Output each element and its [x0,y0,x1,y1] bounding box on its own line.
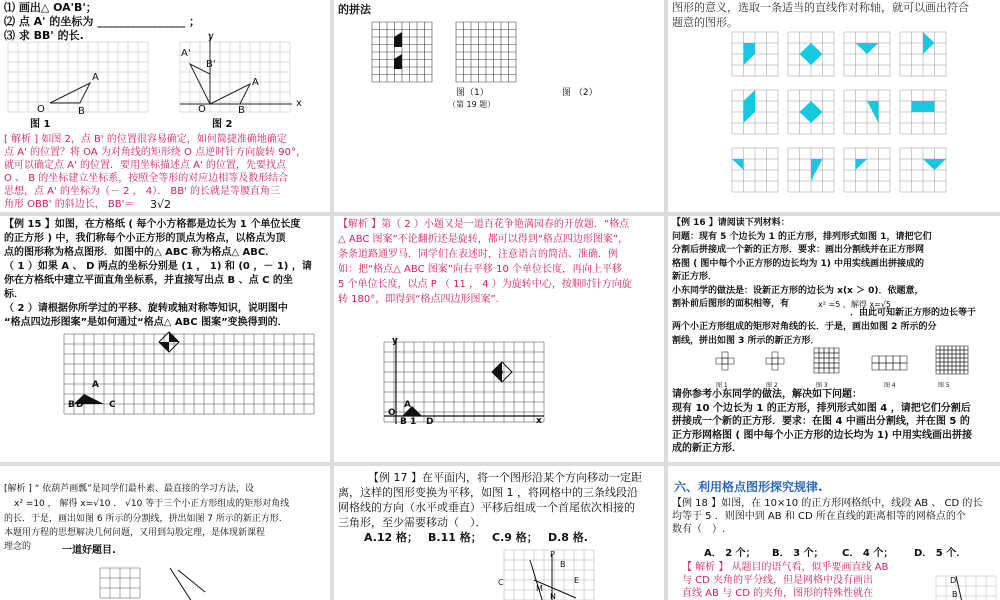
text-line: 拼接成一个新的正方形．要求：在图 4 中画出分割线，并在图 5 的 [672,416,970,427]
option-c: C.9 格； [492,531,538,544]
analysis-line-5b: 一道好题目. [62,545,116,556]
fig2-caption: 图 （2） [562,88,598,98]
text-line: 的正方形 ) 中，我们称每个小正方形的顶点为格点，以格点为顶 [4,233,286,244]
text-line: 【例 17 】在平面内，将一个图形沿某个方向移动一定距 [368,471,642,484]
example-15-grid [64,334,314,414]
option-b: B.11 格； [428,531,482,544]
analysis-line-2: x² =10 ， 解得 x=√10 ． √10 等于三个小正方形组成的矩形对角线 [14,499,290,509]
analysis-line: 【 解析 】 从题目的语气看，似乎要画直线 AB [682,562,889,573]
section-heading: 六、利用格点图形探究规律. [674,480,823,494]
figure-6-7 [100,562,280,600]
text-line: ．由此可知新正方形的边长等于 [850,308,977,318]
option-d: D． 5 个． [914,548,967,559]
fig2-Bp: B' [206,59,216,70]
figure-caption: 图 4 [884,382,896,389]
text-line: 两个小正方形组成的矩形对角线的长．于是，画出如图 2 所示的分 [672,322,937,332]
label-M: M [536,584,543,593]
example-17-grid [504,550,594,600]
figure-caption: 图 5 [938,382,950,389]
text-line: “格点四边形图案”是如何通过“格点△ ABC 图案”变换得到的． [4,317,288,328]
figure-2-grid [180,42,290,122]
fig1-O: O [37,104,45,115]
panel-example-15 [0,216,330,462]
panel-example-17 [334,466,664,600]
text-line: 【例 15 】如图，在方格纸 ( 每个小方格都是边长为 1 个单位长度 [4,219,301,230]
text-line: 图形的意义，选取一条适当的直线作对称轴，就可以画出符合 [672,1,969,14]
analysis-line: 点 A' 的位置？将 OA 为对角线的矩形绕 O 点逆时针方向旋转 90°， [4,147,306,158]
label-D: D [426,417,434,427]
analysis-line: 就可以确定点 A' 的位置．要用坐标描述点 A' 的位置，先要找点 [4,160,286,171]
fig2-y-axis-label: y [208,31,214,42]
analysis-line: 与 CD 夹角的平分线，但是网格中没有画出 [682,575,874,586]
question-1: ⑴ 画出△ OA'B'； [4,1,97,14]
text-line: 题意的图形。 [672,16,738,29]
text-line: 现有 10 个边长为 1 的正方形，排列形式如图 4 ，请把它们分割后 [672,402,971,414]
text-line: 成的新正方形． [672,443,742,454]
label-N: N [550,592,556,600]
fig1-B: B [78,106,85,117]
symmetry-figure [732,32,778,76]
analysis-line-5a: 理念的 [4,542,32,552]
panel-section-6 [668,466,1000,600]
label-B: B [560,560,566,569]
panel-analysis-16 [0,466,330,600]
text-line: 问题：现有 5 个边长为 1 的正方形，排列形式如图 1，请把它们 [672,231,932,242]
text-line: 【例 16 】请阅读下列材料： [672,218,790,228]
text-line: 如：把“格点△ ABC 图案”向右平移 10 个单位长度，再向上平移 [338,264,622,275]
label-A: A [92,380,99,390]
fig2-B: B [238,105,245,116]
fig1-A: A [92,72,99,83]
analysis-line: 直线 AB 与 CD 的夹角，图形的特殊性就在 [682,588,874,599]
text-line: 割补前后图形的面积相等，有 [672,299,790,309]
symmetry-figure [732,90,778,134]
fig2-caption: 图 2 [212,119,233,130]
symmetry-figure [900,90,946,134]
analysis-line: [ 解析 ] 如图 2，点 B' 的位置很容易确定，如何简捷准确地确定 [4,134,287,145]
analysis-line-4: 本题用方程的思想解决几何问题，又用到勾股定理，是体现新课程 [4,528,266,538]
label-D: D [950,576,957,585]
panel-symmetry [668,0,1000,212]
option-c: C． 4 个； [842,548,894,559]
fig2-O: O [198,104,206,115]
text-line: 格图 ( 图中每个小正方形的边长均为 1) 中用实线画出拼接成的 [672,258,925,269]
fig1-sub-caption: （第 19 题） [448,100,496,109]
fig1-caption: 图 1 [30,119,51,130]
panel-example-14-cont [0,0,330,212]
fig2-x-axis-label: x [296,98,302,109]
symmetry-figure [900,148,946,192]
text-line: 分割后拼接成一个新的正方形．要求：画出分割线并在正方形网 [672,245,925,255]
formula: x² =5 ，解得 x=√5 [818,300,891,309]
option-b: B． 3 个； [772,548,824,559]
text-line: 割线，拼出如图 3 所示的新正方形． [672,336,820,346]
symmetry-figure [844,148,890,192]
analysis-line: 思想，点 A' 的坐标为（－ 2 ， 4）． BB' 的长就是等腰直角三 [4,186,281,197]
text-line: 请你参考小东同学的做法，解决如下问题： [672,389,862,400]
text-line: 5 个单位长度，以点 P （ 11 ， 4 ）为旋转中心，按顺时针方向旋 [338,279,632,290]
text-line: △ ABC 图案”不论翻折还是旋转，都可以得到“格点四边形图案”， [338,234,629,245]
symmetry-figure [788,90,834,134]
label-A: A [404,400,411,410]
symmetry-figures [732,32,952,207]
fig2-A: A [252,77,259,88]
label-B: B [952,590,958,599]
symmetry-figure [844,32,890,76]
text-line: 网格线的方向（水平或垂直）平移后组成一个首尾依次相接的 [338,501,635,514]
text-line: 新正方形． [672,272,718,282]
label-C: C [498,578,504,587]
label-P: P [550,550,555,559]
text-line: 标． [4,289,24,300]
option-a: A.12 格； [364,531,419,544]
text-line: 小东同学的做法是：设新正方形的边长为 x(x ＞ 0)．依题意， [672,285,924,296]
label-B: B [400,417,407,427]
answer-value: 3√2 [150,198,172,211]
text-line: 的拼法 [338,3,371,16]
label-1: 1 [410,417,417,427]
symmetry-figure [788,148,834,192]
text-line: 点的图形称为格点图形．如图中的△ ABC 称为格点△ ABC． [4,247,276,258]
figure-caption: 图 2 [766,382,778,389]
label-x: x [536,416,542,426]
text-line: 转 180°，即得到“格点四边形图案”. [338,294,499,305]
puzzle-figure-2 [456,22,516,82]
label-D: D [76,400,84,410]
text-line: 离，这样的图形变换为平移，如图 1 ，将网格中的三条线段沿 [338,486,638,499]
label-C: C [109,400,116,410]
figure-caption: 图 1 [716,382,728,389]
example-16-figures [676,346,966,386]
text-line: 三角形，至少需要移动（ ）． [338,516,487,529]
text-line: 你在方格纸中建立平面直角坐标系，并直接写出点 B 、点 C 的坐 [4,275,293,286]
panel-example-16 [668,216,1000,462]
text-line: （ 1 ）如果 A 、 D 两点的坐标分别是 (1 ， 1) 和 (0 ，－ 1) ，请 [4,261,312,272]
panel-analysis-15 [334,216,664,462]
symmetry-figure [844,90,890,134]
analysis-line: 角形 OBB' 的斜边长， BB'＝ [4,199,135,210]
figure-caption: 图 3 [816,382,828,389]
label-E: E [574,576,580,585]
symmetry-figure [732,148,778,192]
text-line: 条条道路通罗马．同学们在表述时，注意语言的简洁、准确．例 [338,249,618,260]
label-O: O [388,408,396,418]
text-line: 数有（ ）. [672,524,726,535]
analysis-line-3: 的长．于是，画出如图 6 所示的分割线，拼出如图 7 所示的新正方形． [4,514,288,524]
analysis-line-1: [解析 ] “ 依葫芦画瓢”是同学们最朴素、最直接的学习方法，设 [4,484,254,494]
example-18-grid [936,576,996,600]
analysis-15-grid [384,342,544,432]
symmetry-figure [900,32,946,76]
text-line: 【例 18 】如图，在 10×10 的正方形网格纸中，线段 AB 、 CD 的长 [672,498,983,509]
text-line: 【解析 】第（ 2 ）小题又是一道百花争艳满园春的开放题．“格点 [338,219,630,230]
panel-example-puzzle [334,0,664,212]
text-line: （ 2 ）请根据你所学过的平移、旋转或轴对称等知识，说明图中 [4,303,288,314]
analysis-line: O 、 B 的坐标建立坐标系，按照全等形的对应边相等及数形结合 [4,173,289,184]
question-3: ⑶ 求 BB' 的长. [4,29,84,42]
label-B: B [68,400,75,410]
fig1-caption: 图（1） [456,88,489,98]
option-d: D.8 格. [548,531,588,544]
fig2-Ap: A' [181,48,191,59]
text-line: 正方形网格图 ( 图中每个小正方形的边长均为 1) 中用实线画出拼接 [672,429,973,441]
question-2: ⑵ 点 A' 的坐标为 ________________ ； [4,15,201,28]
puzzle-figure-1 [372,22,432,82]
option-a: A． 2 个； [704,548,756,559]
text-line: 均等于 5 ．则图中到 AB 和 CD 所在直线的距离相等的网格点的个 [672,511,966,522]
label-P: P [496,369,504,380]
label-y: y [392,336,398,346]
symmetry-figure [788,32,834,76]
